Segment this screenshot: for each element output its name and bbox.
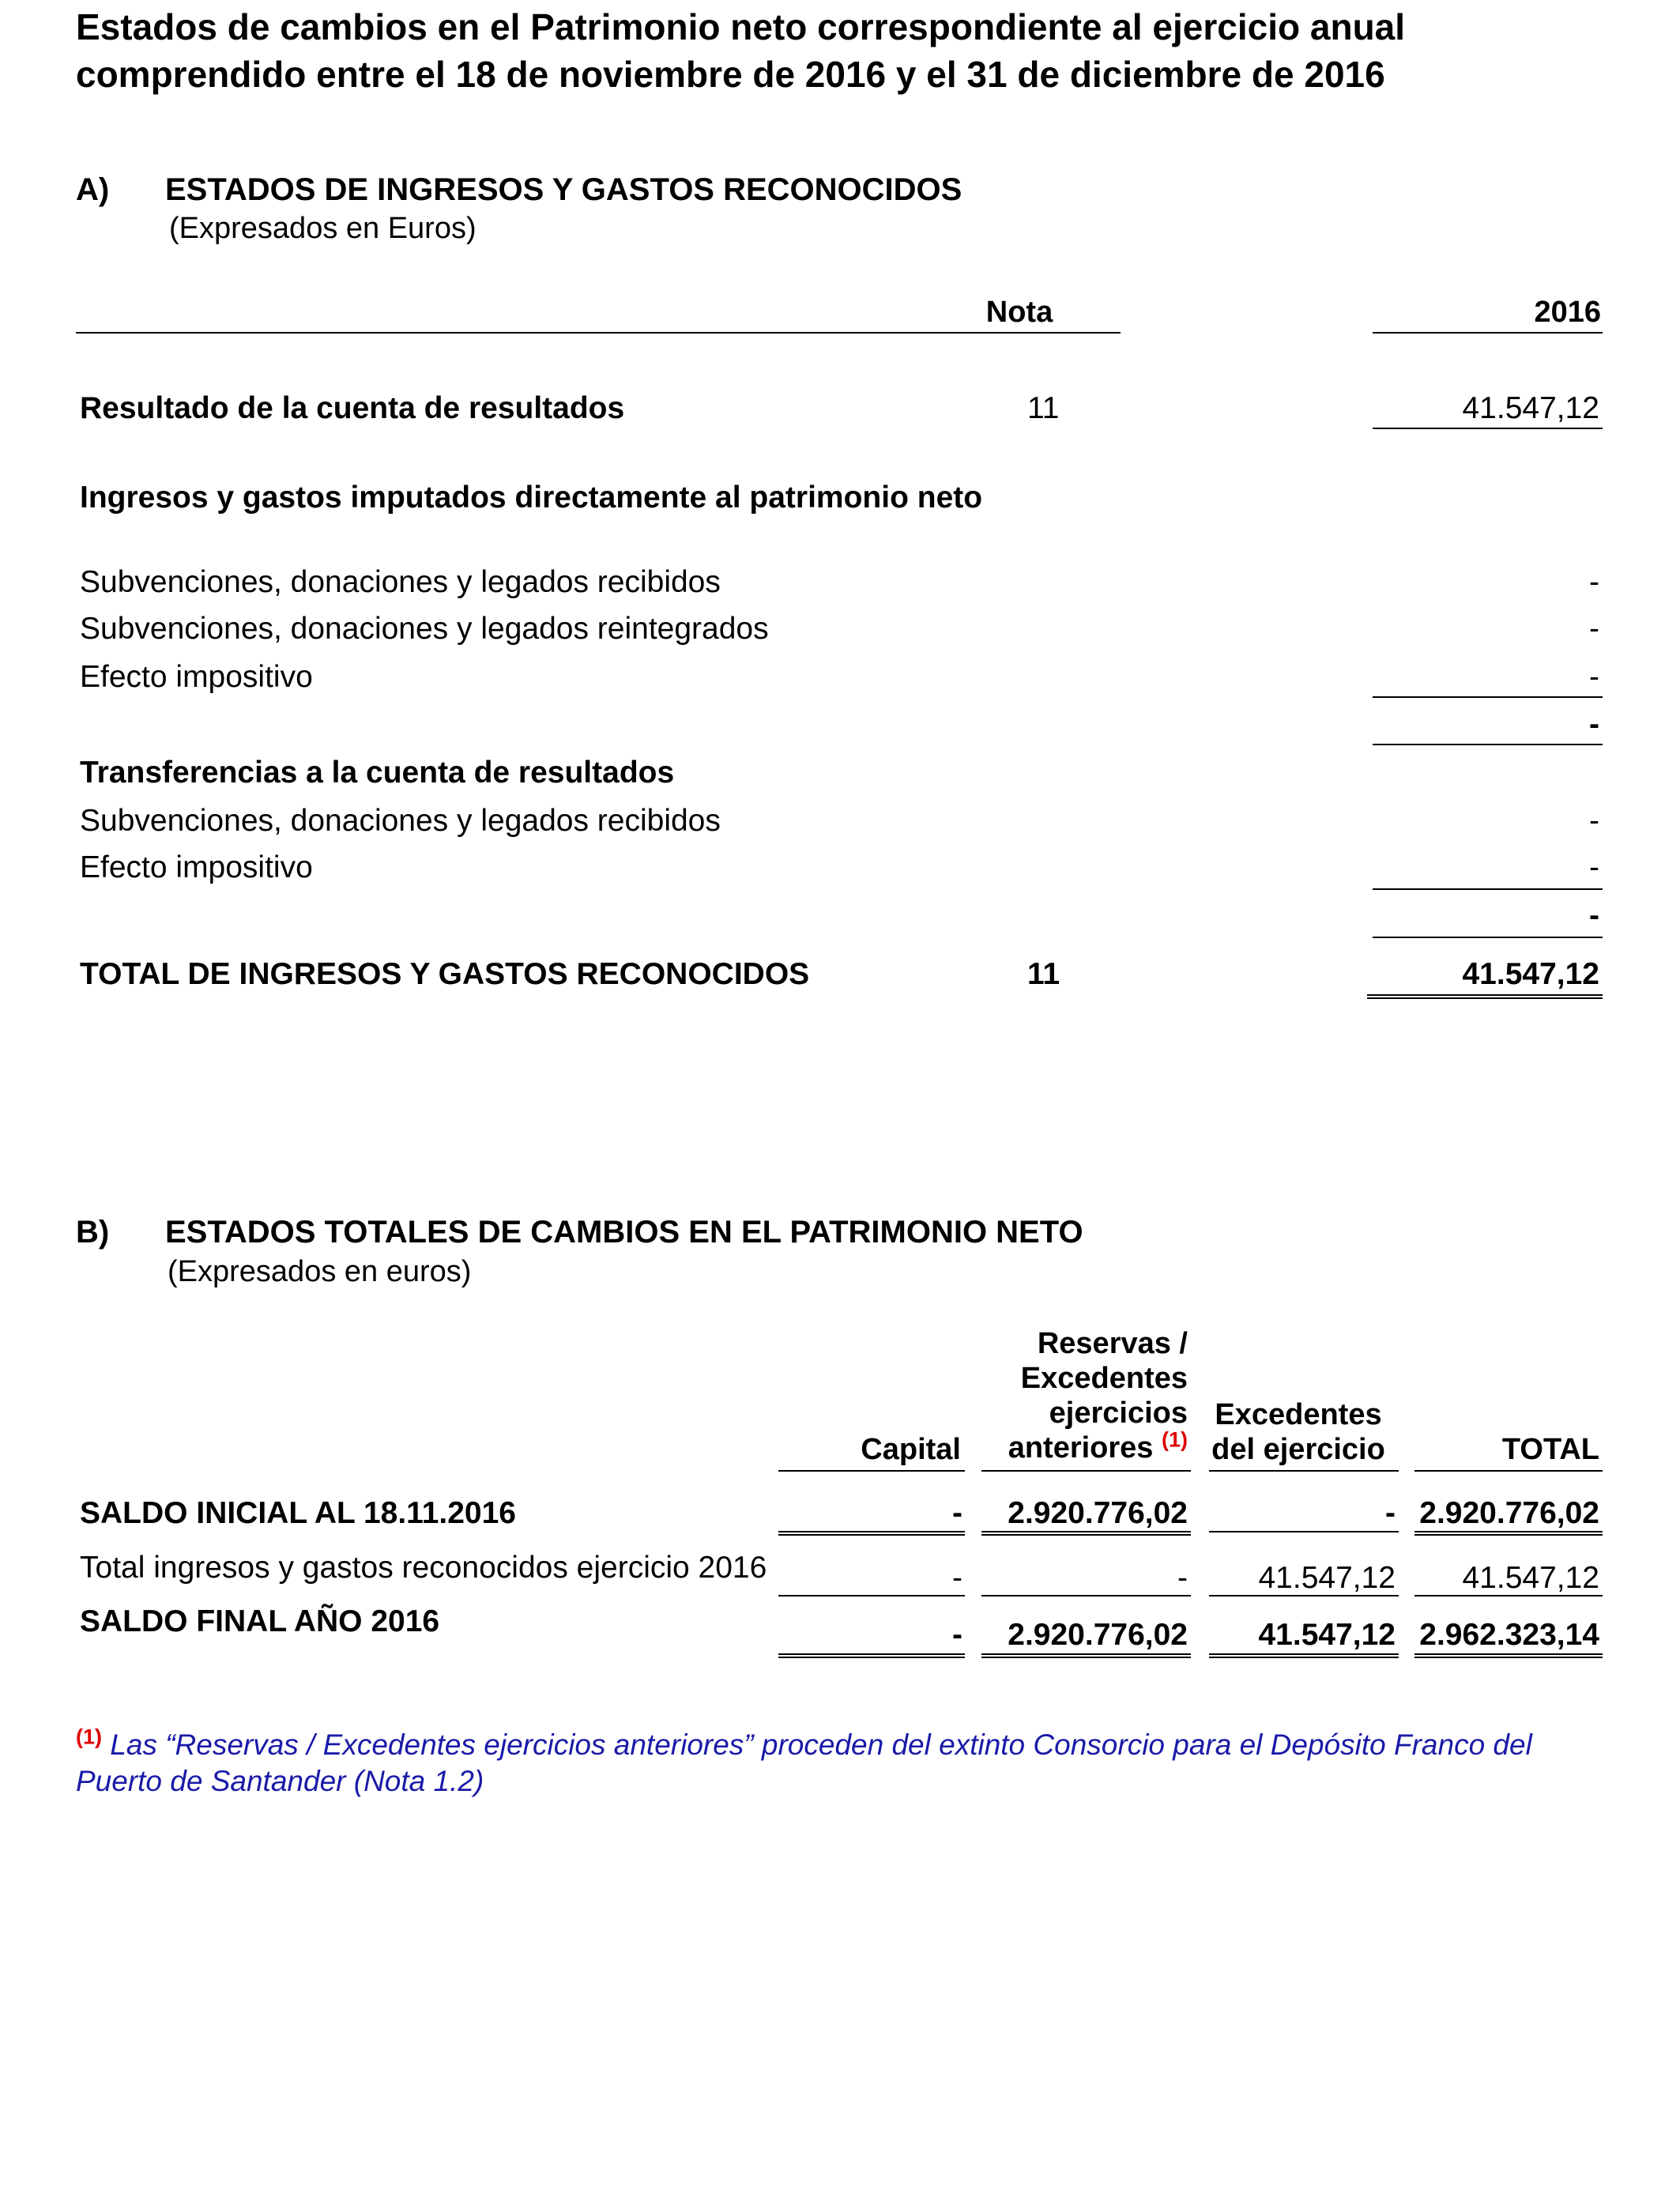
imputados-row-1-label: Subvenciones, donaciones y legados recibidos [80, 565, 721, 599]
row-1-reservas: 2.920.776,02 [1008, 1496, 1188, 1530]
row-3-label: SALDO FINAL AÑO 2016 [80, 1604, 440, 1638]
col-reservas-header [982, 1326, 1188, 1465]
resultado-label: Resultado de la cuenta de resultados [80, 391, 625, 425]
total-a-label: TOTAL DE INGRESOS Y GASTOS RECONOCIDOS [80, 957, 810, 991]
row-2-label: Total ingresos y gastos reconocidos ejercicio 2016 [80, 1551, 767, 1585]
row-2-reservas-rule [981, 1595, 1191, 1596]
row-3-excedentes-double-rule [1209, 1653, 1399, 1658]
section-a-title: ESTADOS DE INGRESOS Y GASTOS RECONOCIDOS [165, 172, 962, 207]
imputados-subtotal: - [1589, 707, 1599, 741]
row-1-total: 2.920.776,02 [1419, 1496, 1599, 1530]
row-3-reservas: 2.920.776,02 [1008, 1618, 1188, 1652]
imputados-heading: Ingresos y gastos imputados directamente al patrimonio neto [80, 481, 983, 515]
col-excedentes-header [1201, 1397, 1396, 1467]
document-title: Estados de cambios en el Patrimonio neto correspondiente al ejercicio anual comprendido entre el 18 de noviembre de 2016 y el 31 de diciembre de 2016 [76, 6, 1406, 95]
imputados-subtotal-rule [1373, 744, 1603, 745]
transferencias-subtotal-rule [1373, 937, 1603, 938]
total-a-value: 41.547,12 [1462, 957, 1599, 991]
footnote-text: Las “Reservas / Excedentes ejercicios anteriores” proceden del extinto Consorcio para el Depósito Franco del Puerto de Santander (Nota 1.2) [76, 1728, 1532, 1797]
row-1-label: SALDO INICIAL AL 18.11.2016 [80, 1496, 516, 1530]
col-excedentes-line-2: del ejercicio [1211, 1433, 1385, 1466]
section-b-subtitle: (Expresados en euros) [168, 1255, 472, 1288]
row-3-excedentes: 41.547,12 [1258, 1618, 1396, 1652]
row-1-capital-double-rule [778, 1531, 965, 1536]
col-reservas-rule [981, 1470, 1191, 1472]
imputados-rule [1373, 696, 1603, 698]
row-1-reservas-double-rule [981, 1531, 1191, 1536]
transferencias-row-2-label: Efecto impositivo [80, 850, 313, 884]
col-excedentes-rule [1209, 1470, 1399, 1472]
row-2-capital: - [952, 1561, 962, 1595]
col-reservas-line-1: Reservas / [1037, 1327, 1188, 1360]
section-a-letter: A) [76, 172, 110, 207]
footnote [76, 1727, 1609, 1800]
transferencias-row-1-value: - [1589, 804, 1599, 838]
total-a-double-rule [1367, 994, 1603, 999]
column-header-year: 2016 [1534, 296, 1601, 329]
transferencias-row-1-label: Subvenciones, donaciones y legados recibidos [80, 804, 721, 838]
col-capital-rule [778, 1470, 965, 1472]
column-header-nota: Nota [985, 296, 1053, 329]
row-2-excedentes-rule [1209, 1595, 1399, 1596]
col-total-rule [1414, 1470, 1603, 1472]
transferencias-heading: Transferencias a la cuenta de resultados [80, 756, 675, 790]
row-1-excedentes: - [1385, 1496, 1396, 1530]
row-1-excedentes-rule [1209, 1531, 1399, 1532]
col-reservas-footnote-marker: (1) [1162, 1427, 1188, 1452]
col-reservas-line-4 [982, 1427, 1188, 1465]
row-1-capital: - [952, 1496, 962, 1530]
transferencias-row-2-value: - [1589, 850, 1599, 884]
row-1-total-double-rule [1414, 1531, 1603, 1536]
row-2-total-rule [1414, 1595, 1603, 1596]
col-excedentes-line-1: Excedentes [1215, 1398, 1382, 1431]
row-2-reservas: - [1177, 1561, 1188, 1595]
transferencias-rule [1373, 888, 1603, 890]
imputados-row-3-value: - [1589, 660, 1599, 694]
col-capital-header: Capital [861, 1433, 961, 1466]
imputados-row-1-value: - [1589, 565, 1599, 599]
col-reservas-line-3: ejercicios [1049, 1397, 1188, 1430]
resultado-nota: 11 [1027, 391, 1060, 425]
col-total-header: TOTAL [1501, 1433, 1599, 1466]
imputados-row-3-label: Efecto impositivo [80, 660, 313, 694]
row-2-capital-rule [778, 1595, 965, 1596]
row-3-total: 2.962.323,14 [1419, 1618, 1599, 1652]
transferencias-subtotal: - [1589, 899, 1599, 933]
row-2-total: 41.547,12 [1462, 1561, 1599, 1595]
section-a-subtitle: (Expresados en Euros) [169, 212, 477, 245]
header-rule-left [76, 332, 1121, 334]
section-b-title: ESTADOS TOTALES DE CAMBIOS EN EL PATRIMONIO NETO [165, 1215, 1083, 1250]
imputados-row-2-value: - [1589, 612, 1599, 646]
section-b-letter: B) [76, 1215, 110, 1250]
footnote-marker: (1) [76, 1725, 102, 1749]
row-3-capital: - [952, 1618, 962, 1652]
col-reservas-line-2: Excedentes [1020, 1362, 1188, 1395]
imputados-row-2-label: Subvenciones, donaciones y legados reintegrados [80, 612, 769, 646]
col-reservas-line-4-text: anteriores [1008, 1431, 1154, 1465]
resultado-rule [1373, 428, 1603, 429]
row-3-reservas-double-rule [981, 1653, 1191, 1658]
resultado-value: 41.547,12 [1462, 391, 1599, 425]
row-3-total-double-rule [1414, 1653, 1603, 1658]
row-2-excedentes: 41.547,12 [1258, 1561, 1396, 1595]
total-a-nota: 11 [1027, 957, 1060, 991]
header-rule-right [1373, 332, 1603, 334]
row-3-capital-double-rule [778, 1653, 965, 1658]
